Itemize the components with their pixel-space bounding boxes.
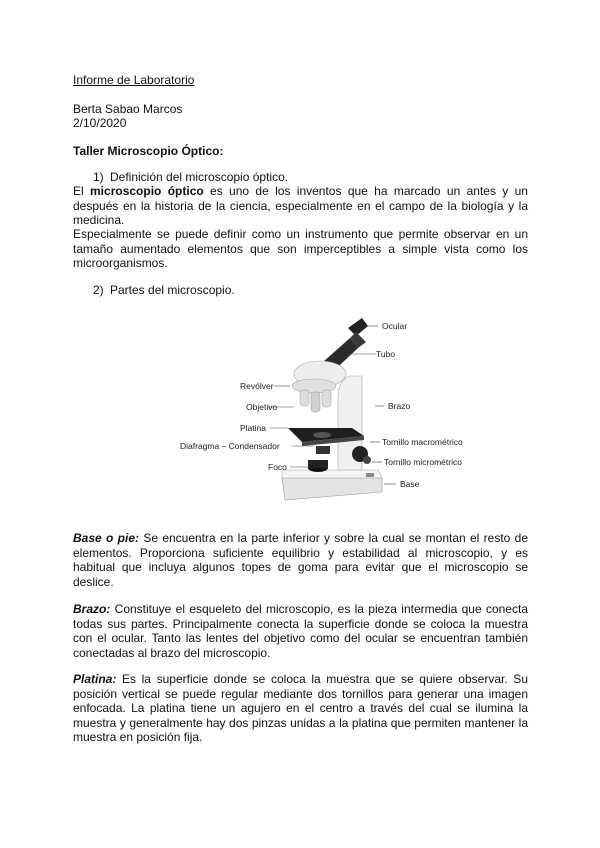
section1-heading: Definición del microscopio óptico. bbox=[110, 170, 289, 184]
part-platina-term: Platina: bbox=[73, 672, 117, 686]
head-shape bbox=[292, 361, 346, 393]
report-date: 2/10/2020 bbox=[73, 116, 127, 130]
p1-text-post: es uno de los inventos que ha marcado un antes y un después en la historia de la ciencia, especialmente en el campo de la biología y la medicina. bbox=[73, 184, 528, 227]
base-shape bbox=[282, 470, 382, 500]
section1-paragraph-2: Especialmente se puede definir como un instrumento que permite observar en un tamaño aumentado elementos que son imperceptibles a simple vista como los microorganismos. bbox=[73, 227, 528, 270]
p1-bold-term: microscopio óptico bbox=[90, 184, 204, 198]
label-foco: Foco bbox=[268, 462, 287, 472]
label-base: Base bbox=[400, 479, 420, 489]
label-tornillo-micro: Tornillo micrométrico bbox=[384, 457, 462, 467]
light-shape bbox=[308, 460, 328, 472]
part-base-paragraph bbox=[73, 531, 528, 589]
author-name: Berta Sabao Marcos bbox=[73, 102, 183, 116]
part-base-text: Se encuentra en la parte inferior y sobre la cual se montan el resto de elementos. Proporciona suficiente equilibrio y estabilidad al microscopio, y es habitual que incluya algunos topes de goma para evitar que el microscopio se deslice. bbox=[73, 531, 528, 589]
label-tubo: Tubo bbox=[376, 349, 396, 359]
section2-number: 2) bbox=[93, 283, 104, 297]
part-brazo-text: Constituye el esqueleto del microscopio, es la pieza intermedia que conecta todas sus partes. Principalmente conecta la superficie donde se coloca la muestra con el ocular. Tanto las lentes del objetivo como del ocular se encuentran también conectadas al brazo del microscopio. bbox=[73, 602, 528, 660]
section1-number: 1) bbox=[93, 170, 104, 184]
label-revolver: Revólver bbox=[240, 381, 274, 391]
label-diafragma: Diafragma – Condensador bbox=[180, 441, 280, 451]
microscope-diagram bbox=[170, 310, 490, 510]
label-objetivo: Objetivo bbox=[246, 402, 278, 412]
section1-paragraph-1 bbox=[73, 184, 528, 228]
label-ocular: Ocular bbox=[382, 321, 408, 331]
section2-heading: Partes del microscopio. bbox=[110, 283, 235, 297]
p1-text-pre: El bbox=[73, 184, 91, 198]
part-platina-paragraph bbox=[73, 672, 528, 745]
label-tornillo-macro: Tornillo macrométrico bbox=[382, 437, 463, 447]
part-brazo-paragraph bbox=[73, 602, 528, 660]
label-brazo: Brazo bbox=[388, 401, 411, 411]
arm-shape bbox=[338, 376, 371, 470]
part-base-term: Base o pie: bbox=[73, 531, 139, 545]
part-brazo-term: Brazo: bbox=[73, 602, 111, 616]
label-platina: Platina bbox=[240, 423, 266, 433]
report-type: Informe de Laboratorio bbox=[73, 73, 195, 87]
document-title: Taller Microscopio Óptico: bbox=[73, 144, 224, 158]
objectives-shape bbox=[300, 390, 331, 412]
part-platina-text: Es la superficie donde se coloca la muestra que se quiere observar. Su posición vertical se puede regular mediante dos tornillos para generar una imagen enfocada. La platina tiene un agujero en el centro a través del cual se ilumina la muestra y generalmente hay dos pinzas unidas a la platina que permiten mantener la muestra en posición fija. bbox=[73, 672, 528, 744]
